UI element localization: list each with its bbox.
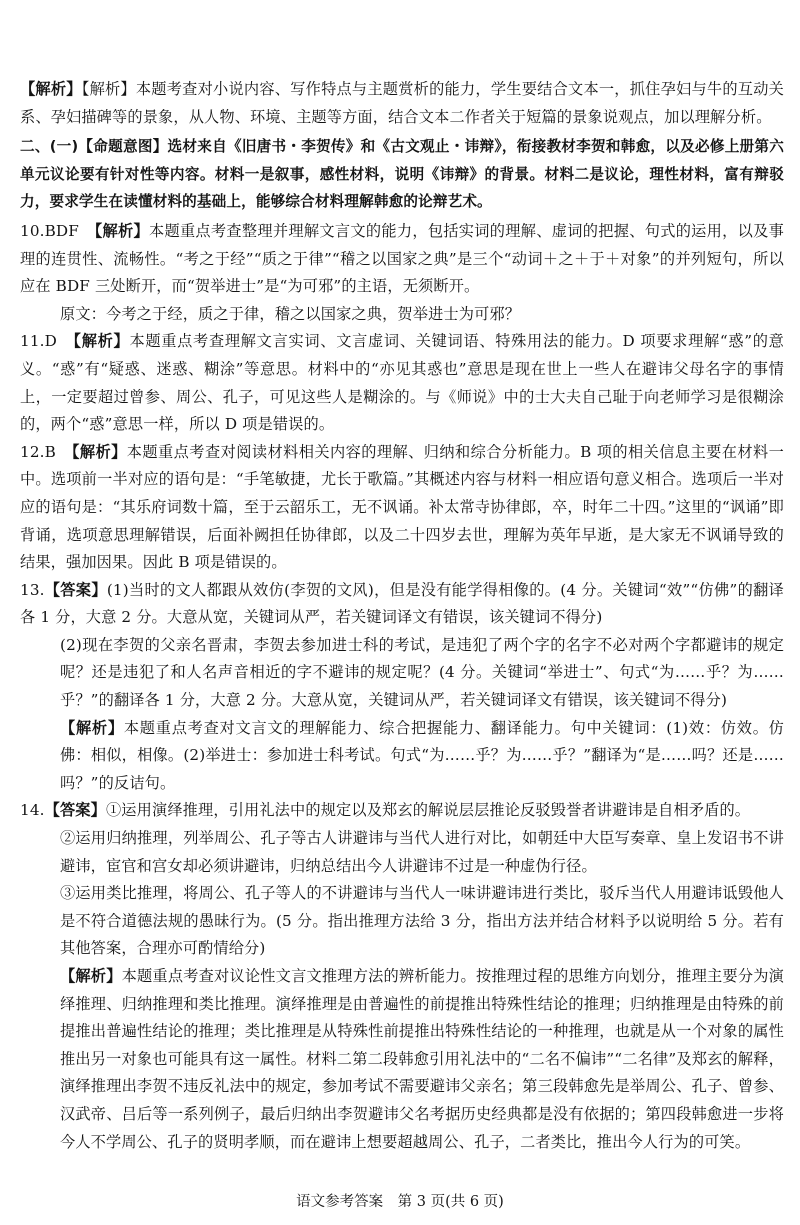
q12-answer: 12.B 【解析】本题重点考查对阅读材料相关内容的理解、归纳和综合分析能力。B 项的相关信息主要在材料一中。选项前一半对应的语句是：“手笔敏捷，尤长于歌篇。”其概述内容与材料一相应语句意义相合。选项后一半对应的语句是：“其乐府词数十篇，至于云韶乐工，无不讽诵。补太常寺协律郎，卒，时年二十四。”这里的“讽诵”即背诵，选项意思理解错误，后面补阙担任协律郎，以及二十四岁去世，理解为英年早逝，是大家无不讽诵导致的结果，强加因果。因此 B 项是错误的。 (20, 442, 784, 572)
q10-original-text: 原文：今考之于经，质之于律，稽之以国家之典，贺举进士为可邪？ (60, 304, 521, 323)
section-2-intent: 二、(一)【命题意图】选材来自《旧唐书・李贺传》和《古文观止・讳辩》，衔接教材李贺和韩愈，以及必修上册第六单元议论要有针对性等内容。材料一是叙事，感性材料，说明《讳辩》的背景。材料二是议论，理性材料，富有辩驳力，要求学生在读懂材料的基础上，能够综合材料理解韩愈的论辩艺术。 (20, 138, 784, 211)
q14-analysis: 【解析】本题重点考查对议论性文言文推理方法的辨析能力。按推理过程的思维方向划分，推理主要分为演绎推理、归纳推理和类比推理。演绎推理是由普遍性的前提推出特殊性结论的推理；归纳推理是由特殊的前提推出普遍性结论的推理；类比推理是从特殊性前提推出特殊性结论的一种推理，也就是从一个对象的属性推出另一对象也可能具有这一属性。材料二第二段韩愈引用礼法中的“二名不偏讳”“二名律”及郑玄的解释，演绎推理出李贺不违反礼法中的规定，参加考试不需要避讳父亲名；第三段韩愈先是举周公、孔子、曾参、汉武帝、吕后等一系列例子，最后归纳出李贺避讳父名考据历史经典都是没有依据的；第四段韩愈进一步将今人不学周公、孔子的贤明孝顺，而在避讳上想要超越周公、孔子，二者类比，推出今人行为的可笑。 (60, 967, 784, 1151)
q11-answer: 11.D 【解析】本题重点考查理解文言实词、文言虚词、关键词语、特殊用法的能力。D 项要求理解“惑”的意义。“惑”有“疑惑、迷惑、糊涂”等意思。材料中的“亦见其惑也”意思是现在世上一些人在避讳父母名字的事情上，一定要超过曾参、周公、孔子，可见这些人是糊涂的。与《师说》中的士大夫自己耻于向老师学习是很糊涂的，两个“惑”意思一样，所以 D 项是错误的。 (20, 332, 784, 434)
q14-answer-3: ③运用类比推理，将周公、孔子等人的不讲避讳与当代人一味讲避讳进行类比，驳斥当代人用避讳诋毁他人是不符合道德法规的愚昧行为。(5 分。指出推理方法给 3 分，指出方法并结合材料予以说明给 5 分。若有其他答案，合理亦可酌情给分) (60, 884, 784, 958)
bracket-label: 【解析】 (73, 332, 130, 351)
bracket-label: 【解析】 (94, 221, 149, 240)
bracket-label: 【解析】 (60, 718, 124, 737)
q10-answer: 10.BDF 【解析】本题重点考查整理并理解文言文的能力，包括实词的理解、虚词的把握、句式的运用，以及事理的连贯性、流畅性。“考之于经”“质之于律”“稽之以国家之典”是三个“动词＋之＋于＋对象”的并列短句，所以应在 BDF 三处断开，而“贺举进士”是“为可邪”的主语，无须断开。 (20, 221, 784, 296)
bracket-label: 【解析】 (60, 967, 122, 985)
page-footer: 语文参考答案 第 3 页(共 6 页) (296, 1194, 504, 1210)
analysis-paragraph-novel (20, 76, 784, 131)
bracket-label: 【答案】 (44, 580, 107, 599)
label-analysis: 【解析】 (20, 80, 82, 98)
q13-answer-2: (2)现在李贺的父亲名晋肃，李贺去参加进士科的考试，是违犯了两个字的名字不必对两个字都避讳的规定呢？还是违犯了和人名声音相近的字不避讳的规定呢？(4 分。关键词“举进士”、句式“为……乎？为……乎？”的翻译各 1 分，大意 2 分。大意从宽，关键词从严，若关键词译文有错误，该关键词不得分) (60, 635, 784, 710)
q13-answer-1: 13.【答案】(1)当时的文人都跟从效仿(李贺的文风)，但是没有能学得相像的。(4 分。关键词“效”“仿佛”的翻译各 1 分，大意 2 分。大意从宽，关键词从严，若关键词译文有错误，该关键词不得分) (20, 580, 784, 627)
q13-analysis: 【解析】本题重点考查对文言文的理解能力、综合把握能力、翻译能力。句中关键词：(1)效：仿效。仿佛：相似，相像。(2)举进士：参加进士科考试。句式“为……乎？为……乎？”翻译为“是……吗？还是……吗？”的反诘句。 (60, 718, 784, 792)
bracket-label: 【答案】 (44, 801, 106, 820)
text-novel-analysis: 【解析】本题考查对小说内容、写作特点与主题赏析的能力，学生要结合文本一，抓住孕妇与牛的互动关系、孕妇描碑等的景象，从人物、环境、主题等方面，结合文本二作者关于短篇的景象说观点，加以理解分析。 (20, 80, 784, 126)
bracket-label: 【解析】 (71, 442, 127, 461)
answer-page (20, 76, 784, 1156)
q14-answer-2: ②运用归纳推理，列举周公、孔子等古人讲避讳与当代人进行对比，如朝廷中大臣写奏章、皇上发诏书不讲避讳，宦官和宫女却必须讲避讳，归纳总结出今人讲避讳不过是一种虚伪行径。 (60, 829, 784, 875)
q14-answer-1: 14.【答案】①运用演绎推理，引用礼法中的规定以及郑玄的解说层层推论反驳毁誉者讲避讳是自相矛盾的。 (20, 801, 751, 820)
